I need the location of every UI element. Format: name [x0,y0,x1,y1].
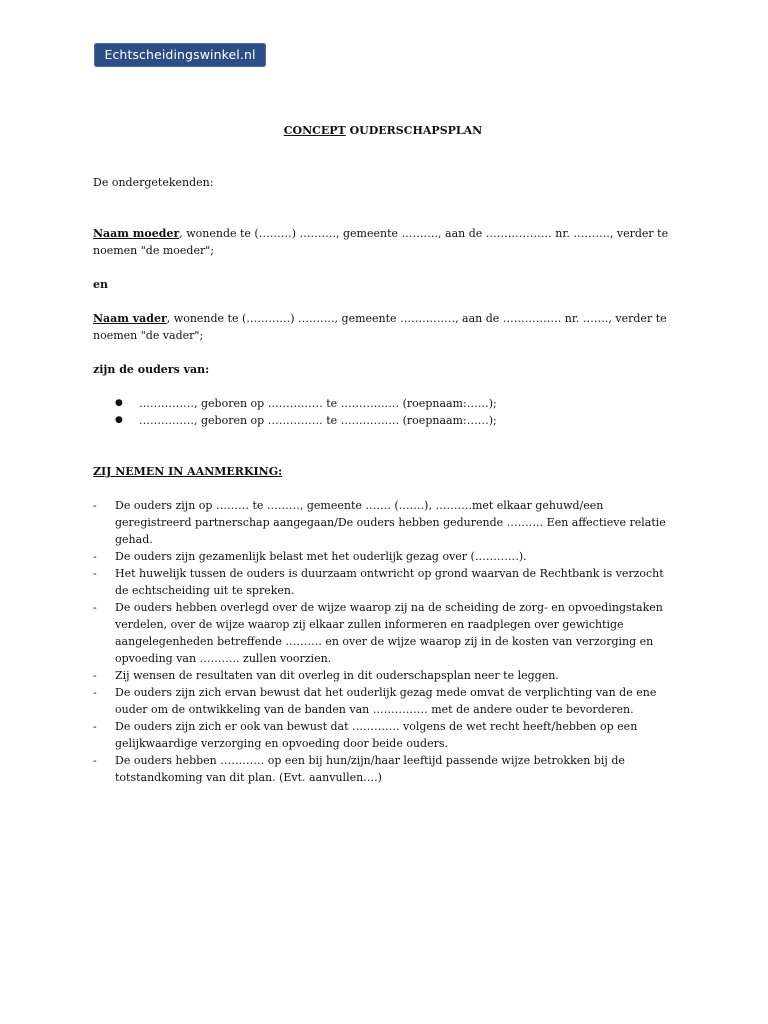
dash-icon: - [93,601,97,614]
list-item [93,599,678,667]
list-item [115,412,675,429]
dash-icon: - [93,754,97,767]
consideration-text: De ouders zijn op ……… te ………, gemeente ……. (…….), ……….met elkaar gehuwd/een geregistreerd partnerschap aangegaan/De ouders hebben gedurende ………. Een affectieve relatie gehad. [115,499,666,546]
consideration-text: Zij wensen de resultaten van dit overleg in dit ouderschapsplan neer te leggen. [115,669,559,682]
dash-icon: - [93,720,97,733]
list-item [115,395,675,412]
bullet-icon: ● [115,398,123,408]
list-item [93,548,678,565]
consideration-text: De ouders hebben overlegd over de wijze waarop zij na de scheiding de zorg- en opvoedingstaken verdelen, over de wijze waarop zij elkaar zullen informeren en raadplegen over gewichtige aangelegenheden betreffende ………. en over de wijze waarop zij in de kosten van verzorging en opvoeding van ……….. zullen voorzien. [115,601,663,665]
consideration-text: De ouders zijn gezamenlijk belast met het ouderlijk gezag over (…………). [115,550,527,563]
consideration-text: De ouders zijn zich ervan bewust dat het ouderlijk gezag mede omvat de verplichting van de ene ouder om de ontwikkeling van de banden van …………… met de andere ouder te bevorderen. [115,686,657,716]
mother-paragraph [93,225,673,259]
bullet-icon: ● [115,415,123,425]
dash-icon: - [93,567,97,580]
consideration-text: De ouders zijn zich er ook van bewust dat …………. volgens de wet recht heeft/hebben op een gelijkwaardige verzorging en opvoeding door beide ouders. [115,720,638,750]
title-rest: OUDERSCHAPSPLAN [345,124,483,137]
dash-icon: - [93,499,97,512]
dash-icon: - [93,550,97,563]
considerations-heading: ZIJ NEMEN IN AANMERKING: [93,465,283,478]
title-concept: CONCEPT [283,124,346,137]
dash-icon: - [93,686,97,699]
intro-text: De ondergetekenden: [93,176,214,189]
company-logo: Echtscheidingswinkel.nl [94,43,266,67]
connector-en: en [93,278,108,291]
list-item [93,565,678,599]
child-text: ……………, geboren op …………… te ……………. (roepnaam:……); [139,414,497,427]
list-item [93,752,678,786]
document-title [93,122,673,139]
mother-name-label: Naam moeder [93,227,180,240]
list-item [93,684,678,718]
consideration-text: De ouders hebben ………… op een bij hun/zijn/haar leeftijd passende wijze betrokken bij de totstandkoming van dit plan. (Evt. aanvullen….) [115,754,625,784]
list-item [93,667,678,684]
father-details: , wonende te (…………) ………., gemeente ……………, aan de ……………. nr. ……., verder te noemen "de vader"; [93,312,667,342]
father-name-label: Naam vader [93,312,167,325]
list-item [93,718,678,752]
consideration-text: Het huwelijk tussen de ouders is duurzaam ontwricht op grond waarvan de Rechtbank is verzocht de echtscheiding uit te spreken. [115,567,664,597]
mother-details: , wonende te (………) ………., gemeente ………., aan de ……………… nr. ………., verder te noemen "de moeder"; [93,227,669,257]
dash-icon: - [93,669,97,682]
child-text: ……………, geboren op …………… te ……………. (roepnaam:……); [139,397,497,410]
list-item [93,497,678,548]
father-paragraph [93,310,673,344]
considerations-list [93,497,678,786]
children-list [115,395,675,429]
children-heading: zijn de ouders van: [93,363,210,376]
